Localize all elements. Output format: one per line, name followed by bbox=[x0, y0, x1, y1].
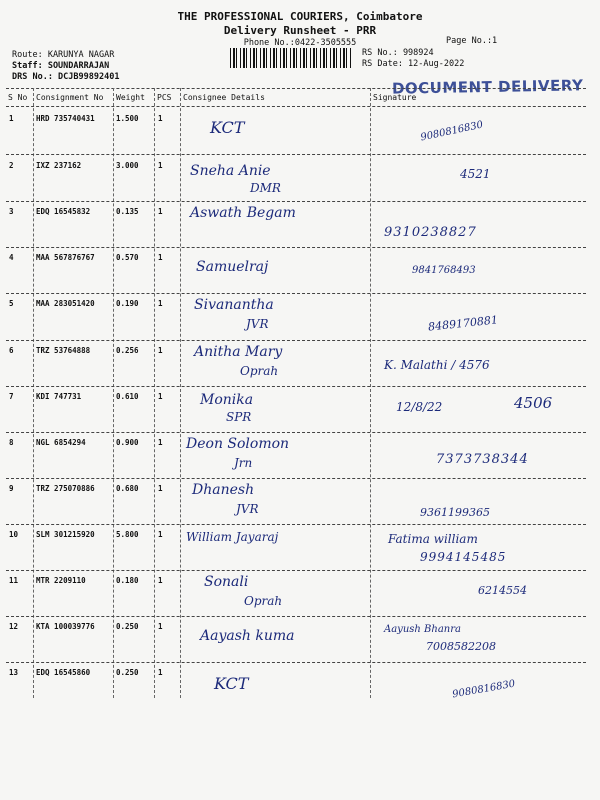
signature-handwriting: Fatima william bbox=[388, 532, 478, 546]
row-consignment-no: TRZ 275070886 bbox=[36, 484, 95, 493]
row-separator bbox=[6, 201, 586, 202]
barcode bbox=[230, 48, 352, 68]
row-pcs: 1 bbox=[158, 161, 163, 170]
col-header-weight: Weight bbox=[116, 93, 145, 102]
col-header-consignment: Consignment No bbox=[36, 93, 104, 102]
consignee-handwriting: KCT bbox=[214, 674, 249, 693]
row-consignment-no: MTR 2209110 bbox=[36, 576, 86, 585]
column-divider bbox=[370, 88, 371, 698]
signature-handwriting: 6214554 bbox=[478, 584, 527, 597]
col-header-signature: Signature bbox=[373, 93, 417, 102]
row-separator bbox=[6, 478, 586, 479]
row-weight: 1.500 bbox=[116, 114, 139, 123]
row-sno: 3 bbox=[9, 207, 14, 216]
row-pcs: 1 bbox=[158, 622, 163, 631]
row-consignment-no: EDQ 16545832 bbox=[36, 207, 91, 216]
row-sno: 7 bbox=[9, 392, 14, 401]
phone-number: Phone No.:0422-3505555 bbox=[243, 38, 357, 48]
row-consignment-no: EDQ 16545860 bbox=[36, 668, 91, 677]
consignee-handwriting: Aayash kuma bbox=[200, 628, 295, 644]
signature-handwriting: 12/8/22 bbox=[396, 400, 443, 414]
consignee-handwriting: Samuelraj bbox=[196, 259, 269, 275]
signature-handwriting: 9080816830 bbox=[451, 678, 517, 701]
signature-handwriting: K. Malathi / 4576 bbox=[384, 358, 490, 372]
row-separator bbox=[6, 570, 586, 571]
consignee-handwriting: Sneha Anie bbox=[190, 163, 271, 179]
route: Route: KARUNYA NAGAR bbox=[12, 50, 115, 60]
consignee-handwriting: Oprah bbox=[244, 594, 283, 608]
row-separator bbox=[6, 662, 586, 663]
signature-handwriting: 8489170881 bbox=[427, 313, 499, 334]
consignee-handwriting: Sivanantha bbox=[194, 297, 274, 313]
row-separator bbox=[6, 616, 586, 617]
row-weight: 0.610 bbox=[116, 392, 139, 401]
row-weight: 0.900 bbox=[116, 438, 139, 447]
row-separator bbox=[6, 293, 586, 294]
signature-handwriting: 9841768493 bbox=[412, 265, 476, 276]
row-weight: 0.190 bbox=[116, 299, 139, 308]
signature-handwriting: Aayush Bhanra bbox=[384, 624, 461, 635]
row-pcs: 1 bbox=[158, 114, 163, 123]
row-consignment-no: IXZ 237162 bbox=[36, 161, 82, 170]
row-sno: 4 bbox=[9, 253, 14, 262]
row-pcs: 1 bbox=[158, 392, 163, 401]
signature-handwriting: 7373738344 bbox=[436, 452, 529, 467]
column-divider bbox=[113, 88, 114, 698]
row-consignment-no: SLM 301215920 bbox=[36, 530, 95, 539]
row-pcs: 1 bbox=[158, 346, 163, 355]
row-separator bbox=[6, 247, 586, 248]
col-header-consignee: Consignee Details bbox=[183, 93, 265, 102]
row-sno: 5 bbox=[9, 299, 14, 308]
company-title: THE PROFESSIONAL COURIERS, Coimbatore bbox=[177, 10, 423, 23]
row-weight: 0.570 bbox=[116, 253, 139, 262]
row-sno: 2 bbox=[9, 161, 14, 170]
rs-date: RS Date: 12-Aug-2022 bbox=[362, 59, 465, 69]
staff: Staff: SOUNDARRAJAN bbox=[12, 61, 110, 71]
row-sno: 13 bbox=[9, 668, 19, 677]
row-consignment-no: HRD 735740431 bbox=[36, 114, 95, 123]
consignee-handwriting: DMR bbox=[250, 181, 281, 195]
signature-handwriting: 4521 bbox=[460, 167, 491, 181]
row-consignment-no: MAA 567876767 bbox=[36, 253, 95, 262]
row-sno: 10 bbox=[9, 530, 19, 539]
consignee-handwriting: Anitha Mary bbox=[194, 344, 283, 360]
drs-number: DRS No.: DCJB99892401 bbox=[12, 72, 120, 82]
row-consignment-no: KDI 747731 bbox=[36, 392, 82, 401]
row-weight: 0.135 bbox=[116, 207, 139, 216]
row-pcs: 1 bbox=[158, 484, 163, 493]
row-separator bbox=[6, 386, 586, 387]
row-separator bbox=[6, 432, 586, 433]
page-number: Page No.:1 bbox=[446, 36, 498, 46]
row-weight: 3.000 bbox=[116, 161, 139, 170]
row-consignment-no: MAA 283051420 bbox=[36, 299, 95, 308]
row-separator bbox=[6, 154, 586, 155]
consignee-handwriting: Oprah bbox=[240, 364, 279, 378]
signature-handwriting: 9310238827 bbox=[384, 225, 477, 240]
row-weight: 0.250 bbox=[116, 622, 139, 631]
row-pcs: 1 bbox=[158, 576, 163, 585]
rs-number: RS No.: 998924 bbox=[362, 48, 434, 58]
consignee-handwriting: Jrn bbox=[234, 456, 253, 470]
row-pcs: 1 bbox=[158, 530, 163, 539]
consignee-handwriting: Dhanesh bbox=[192, 482, 255, 498]
consignee-handwriting: William Jayaraj bbox=[186, 530, 279, 544]
row-weight: 5.800 bbox=[116, 530, 139, 539]
signature-handwriting: 9080816830 bbox=[419, 119, 485, 144]
row-pcs: 1 bbox=[158, 438, 163, 447]
row-pcs: 1 bbox=[158, 207, 163, 216]
row-sno: 11 bbox=[9, 576, 19, 585]
consignee-handwriting: SPR bbox=[226, 410, 252, 424]
row-weight: 0.256 bbox=[116, 346, 139, 355]
row-consignment-no: NGL 6854294 bbox=[36, 438, 86, 447]
document-delivery-stamp: DOCUMENT DELIVERY bbox=[391, 76, 584, 98]
row-weight: 0.250 bbox=[116, 668, 139, 677]
row-pcs: 1 bbox=[158, 253, 163, 262]
consignee-handwriting: JVR bbox=[246, 317, 269, 331]
signature-handwriting: 4506 bbox=[514, 394, 553, 412]
column-divider bbox=[180, 88, 181, 698]
row-separator bbox=[6, 524, 586, 525]
column-divider bbox=[154, 88, 155, 698]
row-sno: 8 bbox=[9, 438, 14, 447]
row-pcs: 1 bbox=[158, 299, 163, 308]
row-weight: 0.180 bbox=[116, 576, 139, 585]
col-header-sno: S No bbox=[8, 93, 28, 102]
column-divider bbox=[33, 88, 34, 698]
table-top-rule bbox=[6, 88, 586, 89]
row-weight: 0.680 bbox=[116, 484, 139, 493]
signature-handwriting: 9361199365 bbox=[420, 506, 490, 519]
consignee-handwriting: JVR bbox=[236, 502, 259, 516]
col-header-pcs: PCS bbox=[157, 93, 172, 102]
row-consignment-no: KTA 100039776 bbox=[36, 622, 95, 631]
consignee-handwriting: Monika bbox=[200, 392, 254, 408]
row-sno: 12 bbox=[9, 622, 19, 631]
consignee-handwriting: Aswath Begam bbox=[190, 205, 296, 221]
consignee-handwriting: KCT bbox=[210, 118, 245, 137]
consignee-handwriting: Sonali bbox=[204, 574, 249, 590]
signature-handwriting: 9994145485 bbox=[420, 550, 507, 564]
runsheet-title: Delivery Runsheet - PRR bbox=[223, 24, 377, 37]
signature-handwriting: 7008582208 bbox=[426, 640, 496, 653]
row-sno: 9 bbox=[9, 484, 14, 493]
row-sno: 1 bbox=[9, 114, 14, 123]
row-consignment-no: TRZ 53764888 bbox=[36, 346, 91, 355]
row-pcs: 1 bbox=[158, 668, 163, 677]
header-rule bbox=[6, 106, 586, 107]
consignee-handwriting: Deon Solomon bbox=[186, 436, 290, 452]
row-separator bbox=[6, 340, 586, 341]
row-sno: 6 bbox=[9, 346, 14, 355]
